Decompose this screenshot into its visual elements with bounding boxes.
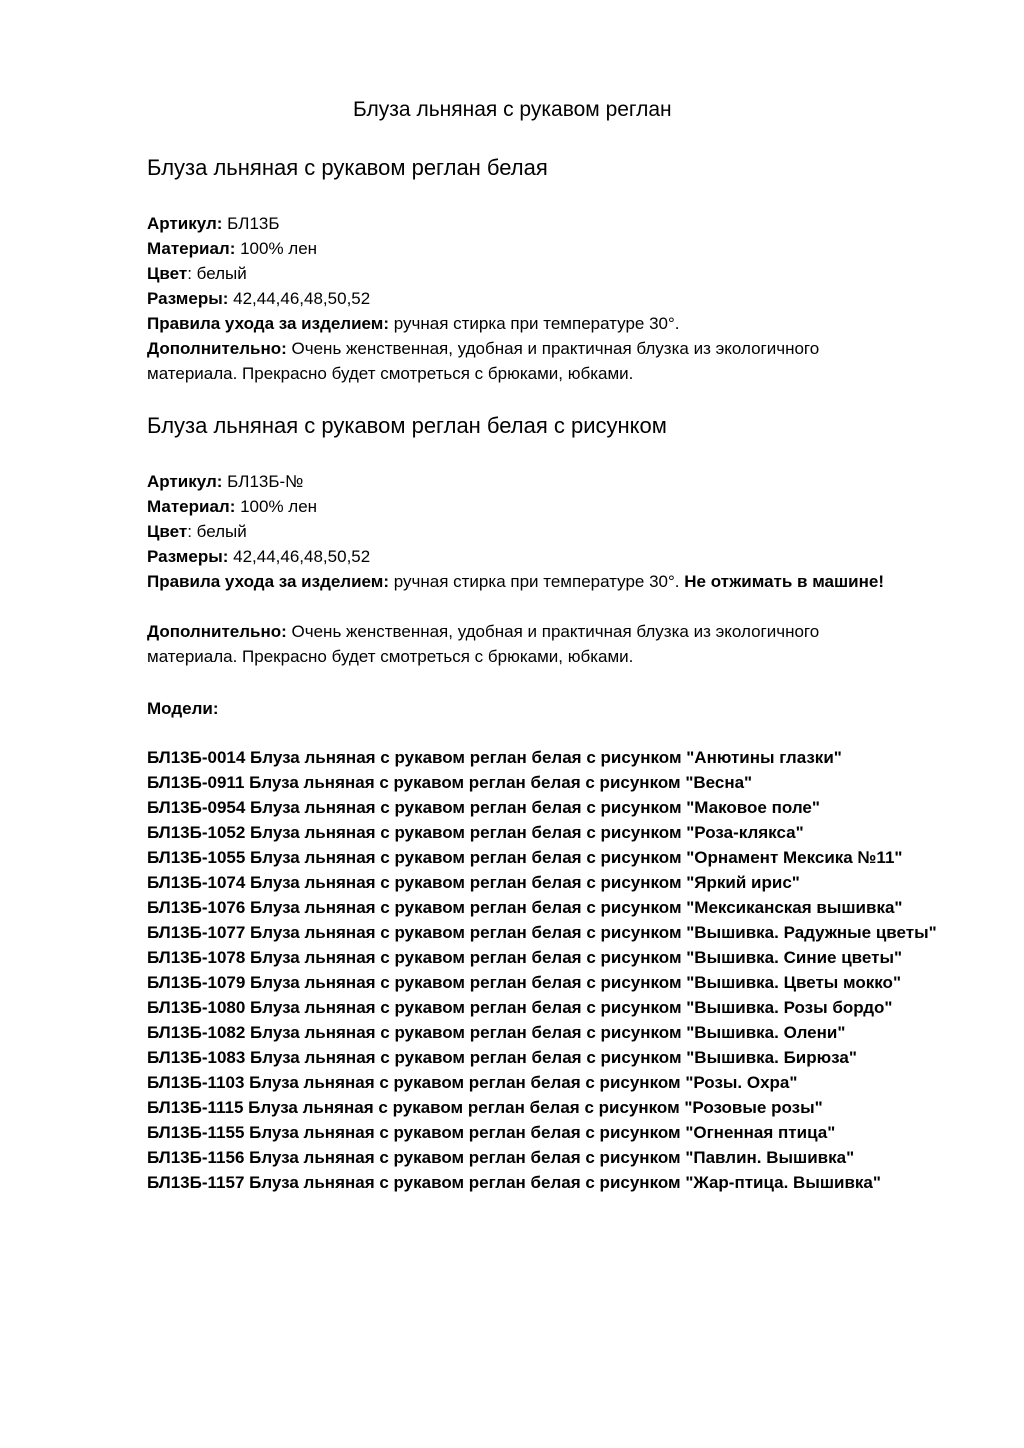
- field-value: Очень женственная, удобная и практичная блузка из экологичного материала. Прекрасно будет смотреться с брюками, юбками.: [147, 622, 820, 666]
- field-label: Размеры:: [147, 547, 229, 566]
- field-value: Очень женственная, удобная и практичная блузка из экологичного материала. Прекрасно будет смотреться с брюками, юбками.: [147, 339, 820, 383]
- field-label: Цвет: [147, 522, 188, 541]
- extra-field: [147, 619, 907, 669]
- list-item: БЛ13Б-0954 Блуза льняная с рукавом реглан белая с рисунком "Маковое поле": [147, 798, 820, 817]
- field-label: Правила ухода за изделием:: [147, 572, 390, 591]
- sizes-field: [147, 544, 907, 569]
- list-item: БЛ13Б-1074 Блуза льняная с рукавом реглан белая с рисунком "Яркий ирис": [147, 873, 800, 892]
- field-value: 42,44,46,48,50,52: [228, 547, 371, 566]
- list-item: БЛ13Б-1115 Блуза льняная с рукавом реглан белая с рисунком "Розовые розы": [147, 1098, 823, 1117]
- field-label: Артикул:: [147, 472, 223, 491]
- list-item: БЛ13Б-1082 Блуза льняная с рукавом реглан белая с рисунком "Вышивка. Олени": [147, 1023, 846, 1042]
- document-title: Блуза льняная с рукавом реглан: [353, 98, 672, 121]
- extra-field: [147, 336, 907, 386]
- list-item: БЛ13Б-0911 Блуза льняная с рукавом реглан белая с рисунком "Весна": [147, 773, 753, 792]
- care-warning: Не отжимать в машине!: [684, 572, 885, 591]
- color-field: [147, 519, 907, 544]
- field-value: ручная стирка при температуре 30°.: [389, 572, 685, 591]
- field-label: Материал:: [147, 497, 236, 516]
- list-item: БЛ13Б-1156 Блуза льняная с рукавом реглан белая с рисунком "Павлин. Вышивка": [147, 1148, 855, 1167]
- material-field: [147, 494, 907, 519]
- list-item: БЛ13Б-1076 Блуза льняная с рукавом реглан белая с рисунком "Мексиканская вышивка": [147, 898, 903, 917]
- field-value: БЛ13Б-№: [222, 472, 304, 491]
- field-label: Цвет: [147, 264, 188, 283]
- field-value: ручная стирка при температуре 30°.: [389, 314, 680, 333]
- list-item: БЛ13Б-1078 Блуза льняная с рукавом реглан белая с рисунком "Вышивка. Синие цветы": [147, 948, 903, 967]
- color-field: [147, 261, 907, 286]
- article-field: [147, 211, 907, 236]
- list-item: БЛ13Б-1077 Блуза льняная с рукавом реглан белая с рисунком "Вышивка. Радужные цветы": [147, 923, 937, 942]
- field-label: Артикул:: [147, 214, 223, 233]
- field-value: 100% лен: [235, 497, 318, 516]
- article-field: [147, 469, 907, 494]
- sizes-field: [147, 286, 907, 311]
- models-list: [147, 745, 977, 1195]
- care-field: [147, 569, 907, 594]
- models-label: Модели:: [147, 699, 219, 718]
- field-value: 100% лен: [235, 239, 318, 258]
- field-value: 42,44,46,48,50,52: [228, 289, 371, 308]
- list-item: БЛ13Б-1079 Блуза льняная с рукавом реглан белая с рисунком "Вышивка. Цветы мокко": [147, 973, 902, 992]
- field-label: Материал:: [147, 239, 236, 258]
- list-item: БЛ13Б-1083 Блуза льняная с рукавом реглан белая с рисунком "Вышивка. Бирюза": [147, 1048, 857, 1067]
- field-label: Дополнительно:: [147, 339, 287, 358]
- list-item: БЛ13Б-1157 Блуза льняная с рукавом реглан белая с рисунком "Жар-птица. Вышивка": [147, 1173, 881, 1192]
- list-item: БЛ13Б-1052 Блуза льняная с рукавом реглан белая с рисунком "Роза-клякса": [147, 823, 804, 842]
- field-label: Размеры:: [147, 289, 229, 308]
- field-value: БЛ13Б: [222, 214, 280, 233]
- list-item: БЛ13Б-1103 Блуза льняная с рукавом реглан белая с рисунком "Розы. Охра": [147, 1073, 798, 1092]
- section-heading: Блуза льняная с рукавом реглан белая: [147, 155, 548, 180]
- material-field: [147, 236, 907, 261]
- section-heading: Блуза льняная с рукавом реглан белая с рисунком: [147, 413, 667, 438]
- field-label: Правила ухода за изделием:: [147, 314, 390, 333]
- field-value: : белый: [187, 522, 247, 541]
- list-item: БЛ13Б-0014 Блуза льняная с рукавом реглан белая с рисунком "Анютины глазки": [147, 748, 842, 767]
- list-item: БЛ13Б-1155 Блуза льняная с рукавом реглан белая с рисунком "Огненная птица": [147, 1123, 836, 1142]
- field-label: Дополнительно:: [147, 622, 287, 641]
- field-value: : белый: [187, 264, 247, 283]
- care-field: [147, 311, 907, 336]
- list-item: БЛ13Б-1055 Блуза льняная с рукавом реглан белая с рисунком "Орнамент Мексика №11": [147, 848, 903, 867]
- list-item: БЛ13Б-1080 Блуза льняная с рукавом реглан белая с рисунком "Вышивка. Розы бордо": [147, 998, 893, 1017]
